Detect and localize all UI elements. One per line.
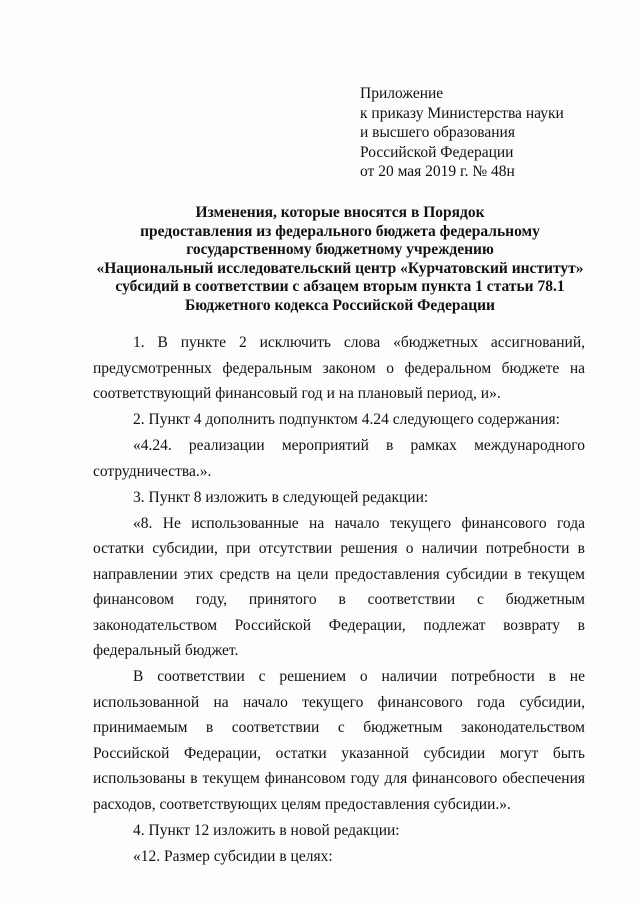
title-line: Бюджетного кодекса Российской Федерации bbox=[184, 296, 495, 314]
paragraph-item-3-text-a: «8. Не использованные на начало текущего финансового года остатки субсидии, при отсутствии решения о наличии потребности в направлении этих средств на цели предоставления субсидии в текущем финансовом году, принятого в соответствии с бюджетным законодательством Российской Федерации, подлежат возврату в федеральный бюджет. bbox=[93, 514, 585, 659]
appendix-line: от 20 мая 2019 г. № 48н bbox=[360, 163, 515, 180]
title-line: государственному бюджетному учреждению bbox=[186, 241, 494, 259]
appendix-line: и высшего образования bbox=[360, 124, 515, 141]
paragraph-item-2-text: «4.24. реализации мероприятий в рамках международного сотрудничества.». bbox=[93, 437, 585, 480]
appendix-line: Российской Федерации bbox=[360, 143, 514, 161]
title-line: «Национальный исследовательский центр «Курчатовский институт» bbox=[96, 259, 584, 277]
document-body bbox=[93, 330, 585, 870]
paragraph-item-4: 4. Пункт 12 изложить в новой редакции: bbox=[133, 821, 400, 839]
appendix-block bbox=[360, 84, 564, 182]
title-line: предоставления из федерального бюджета федеральному bbox=[140, 222, 540, 240]
paragraph-item-3: 3. Пункт 8 изложить в следующей редакции: bbox=[133, 488, 429, 506]
title-line: субсидий в соответствии с абзацем вторым пункта 1 статьи 78.1 bbox=[115, 278, 565, 296]
appendix-line: Приложение bbox=[360, 85, 444, 102]
document-title bbox=[80, 204, 600, 316]
title-line: Изменения, которые вносятся в Порядок bbox=[195, 204, 485, 221]
paragraph-item-1: 1. В пункте 2 исключить слова «бюджетных ассигнований, предусмотренных федеральным законом о федеральном бюджете на соответствующий финансовый год и на плановый период, и». bbox=[93, 334, 585, 402]
paragraph-item-4-text: «12. Размер субсидии в целях: bbox=[133, 847, 333, 865]
paragraph-item-2: 2. Пункт 4 дополнить подпунктом 4.24 следующего содержания: bbox=[133, 411, 560, 428]
appendix-line: к приказу Министерства науки bbox=[360, 104, 564, 122]
paragraph-item-3-text-b: В соответствии с решением о наличии потребности в не использованной на начало текущего финансового года субсидии, принимаемым в соответствии с бюджетным законодательством Российской Федерации, остатки указанной субсидии могут быть использованы в текущем финансовом году для финансового обеспечения расходов, соответствующих целям предоставления субсидии.». bbox=[93, 668, 585, 813]
